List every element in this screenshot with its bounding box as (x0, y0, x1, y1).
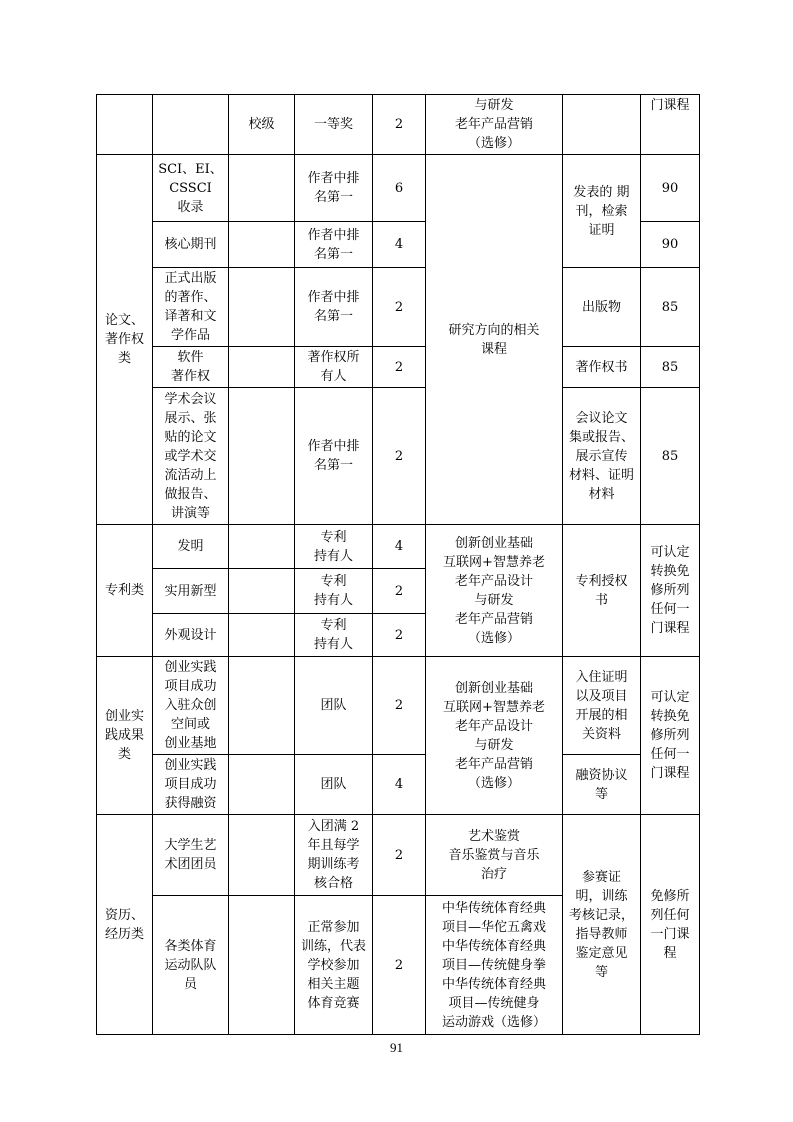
level-cell (229, 268, 295, 347)
category-cell: 论文、 著作权 类 (97, 155, 153, 525)
item-cell: 各类体育 运动队队 员 (153, 896, 229, 1035)
score-cell: 90 (641, 155, 700, 222)
score-cell: 85 (641, 388, 700, 525)
level-cell (229, 755, 295, 815)
level-cell (229, 614, 295, 657)
item-cell: 核心期刊 (153, 222, 229, 268)
credit-cell: 2 (373, 95, 426, 155)
requirement-cell: 团队 (295, 657, 373, 755)
table-row (97, 155, 700, 222)
category-cell (97, 95, 153, 155)
category-cell: 资历、 经历类 (97, 815, 153, 1035)
credit-cell: 2 (373, 896, 426, 1035)
page-number: 91 (390, 1040, 403, 1055)
course-cell: 研究方向的相关 课程 (426, 155, 563, 525)
table-row (97, 388, 700, 525)
category-cell: 专利类 (97, 525, 153, 657)
level-cell (229, 155, 295, 222)
item-cell (153, 95, 229, 155)
level-cell: 校级 (229, 95, 295, 155)
score-cell: 85 (641, 347, 700, 388)
credit-cell: 2 (373, 614, 426, 657)
course-cell: 艺术鉴赏 音乐鉴赏与音乐 治疗 (426, 815, 563, 896)
level-cell (229, 657, 295, 755)
item-cell: SCI、EI、 CSSCI 收录 (153, 155, 229, 222)
credit-cell: 4 (373, 222, 426, 268)
table-row (97, 268, 700, 347)
credit-cell: 6 (373, 155, 426, 222)
level-cell (229, 388, 295, 525)
requirement-cell: 入团满 2 年且每学 期训练考 核合格 (295, 815, 373, 896)
item-cell: 创业实践 项目成功 获得融资 (153, 755, 229, 815)
evidence-cell: 入住证明 以及项目 开展的相 关资料 (563, 657, 641, 755)
score-cell: 90 (641, 222, 700, 268)
course-cell: 创新创业基础 互联网+智慧养老 老年产品设计 与研发 老年产品营销 （选修） (426, 657, 563, 815)
requirement-cell: 团队 (295, 755, 373, 815)
note-cell: 可认定 转换免 修所列 任何一 门课程 (641, 525, 700, 657)
credit-cell: 2 (373, 347, 426, 388)
table-row (97, 815, 700, 896)
requirement-cell: 专利 持有人 (295, 525, 373, 569)
course-cell: 创新创业基础 互联网+智慧养老 老年产品设计 与研发 老年产品营销 （选修） (426, 525, 563, 657)
level-cell (229, 222, 295, 268)
requirement-cell: 作者中排 名第一 (295, 222, 373, 268)
course-cell: 与研发 老年产品营销 （选修） (426, 95, 563, 155)
note-cell: 可认定 转换免 修所列 任何一 门课程 (641, 657, 700, 815)
requirement-cell: 专利 持有人 (295, 614, 373, 657)
credit-cell: 2 (373, 569, 426, 614)
evidence-cell: 专利授权 书 (563, 525, 641, 657)
credit-cell: 4 (373, 755, 426, 815)
table-row (97, 755, 700, 815)
score-cell: 85 (641, 268, 700, 347)
credit-cell: 4 (373, 525, 426, 569)
evidence-cell: 发表的 期 刊，检索 证明 (563, 155, 641, 268)
requirement-cell: 作者中排 名第一 (295, 388, 373, 525)
level-cell (229, 896, 295, 1035)
evidence-cell: 著作权书 (563, 347, 641, 388)
credit-cell: 2 (373, 657, 426, 755)
course-cell: 中华传统体育经典 项目—华佗五禽戏 中华传统体育经典 项目—传统健身拳 中华传统体育经典 项目—传统健身 运动游戏（选修） (426, 896, 563, 1035)
item-cell: 学术会议 展示、张 贴的论文 或学术交 流活动上 做报告、 讲演等 (153, 388, 229, 525)
table-row (97, 525, 700, 569)
award-cell: 一等奖 (295, 95, 373, 155)
evidence-cell (563, 95, 641, 155)
credit-cell: 2 (373, 388, 426, 525)
credit-table (96, 94, 700, 1035)
requirement-cell: 作者中排 名第一 (295, 155, 373, 222)
evidence-cell: 会议论文 集或报告、 展示宣传 材料、证明 材料 (563, 388, 641, 525)
level-cell (229, 815, 295, 896)
table-row (97, 657, 700, 755)
item-cell: 外观设计 (153, 614, 229, 657)
category-cell: 创业实 践成果 类 (97, 657, 153, 815)
item-cell: 实用新型 (153, 569, 229, 614)
level-cell (229, 347, 295, 388)
evidence-cell: 参赛证 明，训练 考核记录， 指导教师 鉴定意见 等 (563, 815, 641, 1035)
level-cell (229, 569, 295, 614)
table-row (97, 347, 700, 388)
requirement-cell: 正常参加 训练，代表 学校参加 相关主题 体育竞赛 (295, 896, 373, 1035)
item-cell: 正式出版 的著作、 译著和文 学作品 (153, 268, 229, 347)
requirement-cell: 作者中排 名第一 (295, 268, 373, 347)
level-cell (229, 525, 295, 569)
requirement-cell: 著作权所 有人 (295, 347, 373, 388)
item-cell: 大学生艺 术团团员 (153, 815, 229, 896)
item-cell: 发明 (153, 525, 229, 569)
credit-cell: 2 (373, 815, 426, 896)
credit-cell: 2 (373, 268, 426, 347)
note-cell: 免修所 列任何 一门课 程 (641, 815, 700, 1035)
evidence-cell: 出版物 (563, 268, 641, 347)
item-cell: 创业实践 项目成功 入驻众创 空间或 创业基地 (153, 657, 229, 755)
evidence-cell: 融资协议 等 (563, 755, 641, 815)
note-cell: 门课程 (641, 95, 700, 155)
table-row (97, 95, 700, 155)
requirement-cell: 专利 持有人 (295, 569, 373, 614)
item-cell: 软件 著作权 (153, 347, 229, 388)
